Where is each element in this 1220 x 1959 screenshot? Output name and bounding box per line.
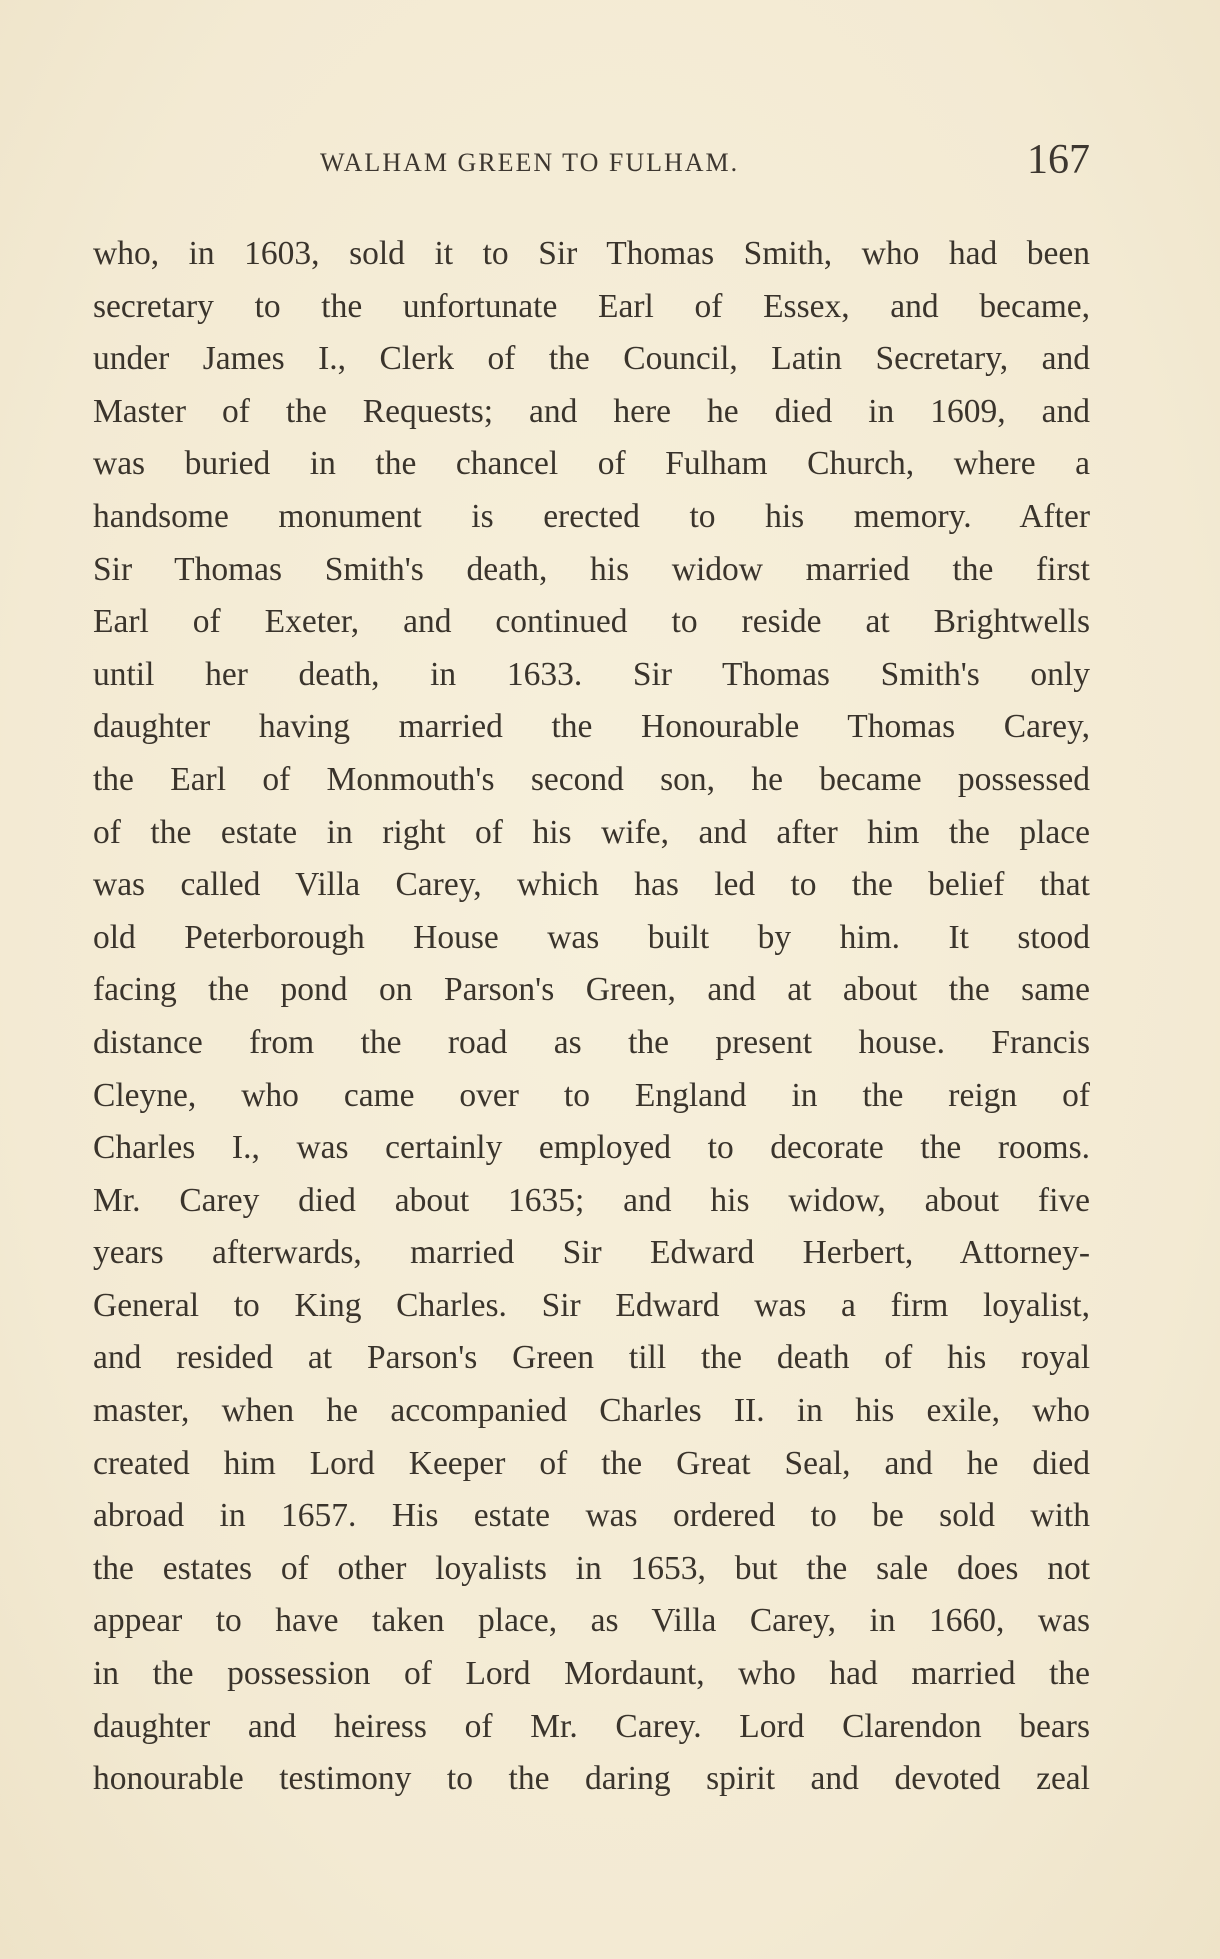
text-line: the estates of other loyalists in 1653, but the sale does not bbox=[93, 1549, 1090, 1587]
body-text bbox=[93, 228, 1090, 1806]
text-line: Charles I., was certainly employed to decorate the rooms. bbox=[93, 1129, 1090, 1167]
text-line: the Earl of Monmouth's second son, he became possessed bbox=[93, 760, 1090, 798]
text-line: daughter having married the Honourable Thomas Carey, bbox=[93, 708, 1090, 746]
text-line: appear to have taken place, as Villa Carey, in 1660, was bbox=[93, 1602, 1090, 1640]
text-line: created him Lord Keeper of the Great Seal, and he died bbox=[93, 1444, 1090, 1482]
text-line: of the estate in right of his wife, and after him the place bbox=[93, 813, 1090, 851]
text-line: Cleyne, who came over to England in the reign of bbox=[93, 1076, 1090, 1114]
text-line: distance from the road as the present house. Francis bbox=[93, 1023, 1090, 1061]
text-line: was called Villa Carey, which has led to the belief that bbox=[93, 866, 1090, 904]
text-line: old Peterborough House was built by him. It stood bbox=[93, 918, 1090, 956]
text-line: facing the pond on Parson's Green, and at about the same bbox=[93, 971, 1090, 1009]
text-line: was buried in the chancel of Fulham Church, where a bbox=[93, 445, 1090, 483]
running-head bbox=[320, 136, 1090, 188]
text-line: years afterwards, married Sir Edward Herbert, Attorney- bbox=[93, 1234, 1090, 1272]
running-title: WALHAM GREEN TO FULHAM. bbox=[320, 148, 740, 177]
text-line: Sir Thomas Smith's death, his widow married the first bbox=[93, 550, 1090, 588]
text-line: secretary to the unfortunate Earl of Essex, and became, bbox=[93, 287, 1090, 325]
text-line: honourable testimony to the daring spirit and devoted zeal bbox=[93, 1760, 1090, 1798]
text-line: Master of the Requests; and here he died in 1609, and bbox=[93, 392, 1090, 430]
text-line: under James I., Clerk of the Council, Latin Secretary, and bbox=[93, 340, 1090, 378]
text-line: abroad in 1657. His estate was ordered to be sold with bbox=[93, 1497, 1090, 1535]
text-line: daughter and heiress of Mr. Carey. Lord Clarendon bears bbox=[93, 1707, 1090, 1745]
text-line: Mr. Carey died about 1635; and his widow, about five bbox=[93, 1181, 1090, 1219]
text-line: General to King Charles. Sir Edward was a firm loyalist, bbox=[93, 1286, 1090, 1324]
text-line: in the possession of Lord Mordaunt, who had married the bbox=[93, 1655, 1090, 1693]
text-line: Earl of Exeter, and continued to reside at Brightwells bbox=[93, 603, 1090, 641]
text-line: master, when he accompanied Charles II. in his exile, who bbox=[93, 1392, 1090, 1430]
page-number: 167 bbox=[1027, 137, 1090, 183]
text-line: who, in 1603, sold it to Sir Thomas Smith, who had been bbox=[93, 235, 1090, 272]
text-line: and resided at Parson's Green till the death of his royal bbox=[93, 1339, 1090, 1377]
text-line: handsome monument is erected to his memory. After bbox=[93, 497, 1090, 535]
text-line: until her death, in 1633. Sir Thomas Smith's only bbox=[93, 655, 1090, 693]
